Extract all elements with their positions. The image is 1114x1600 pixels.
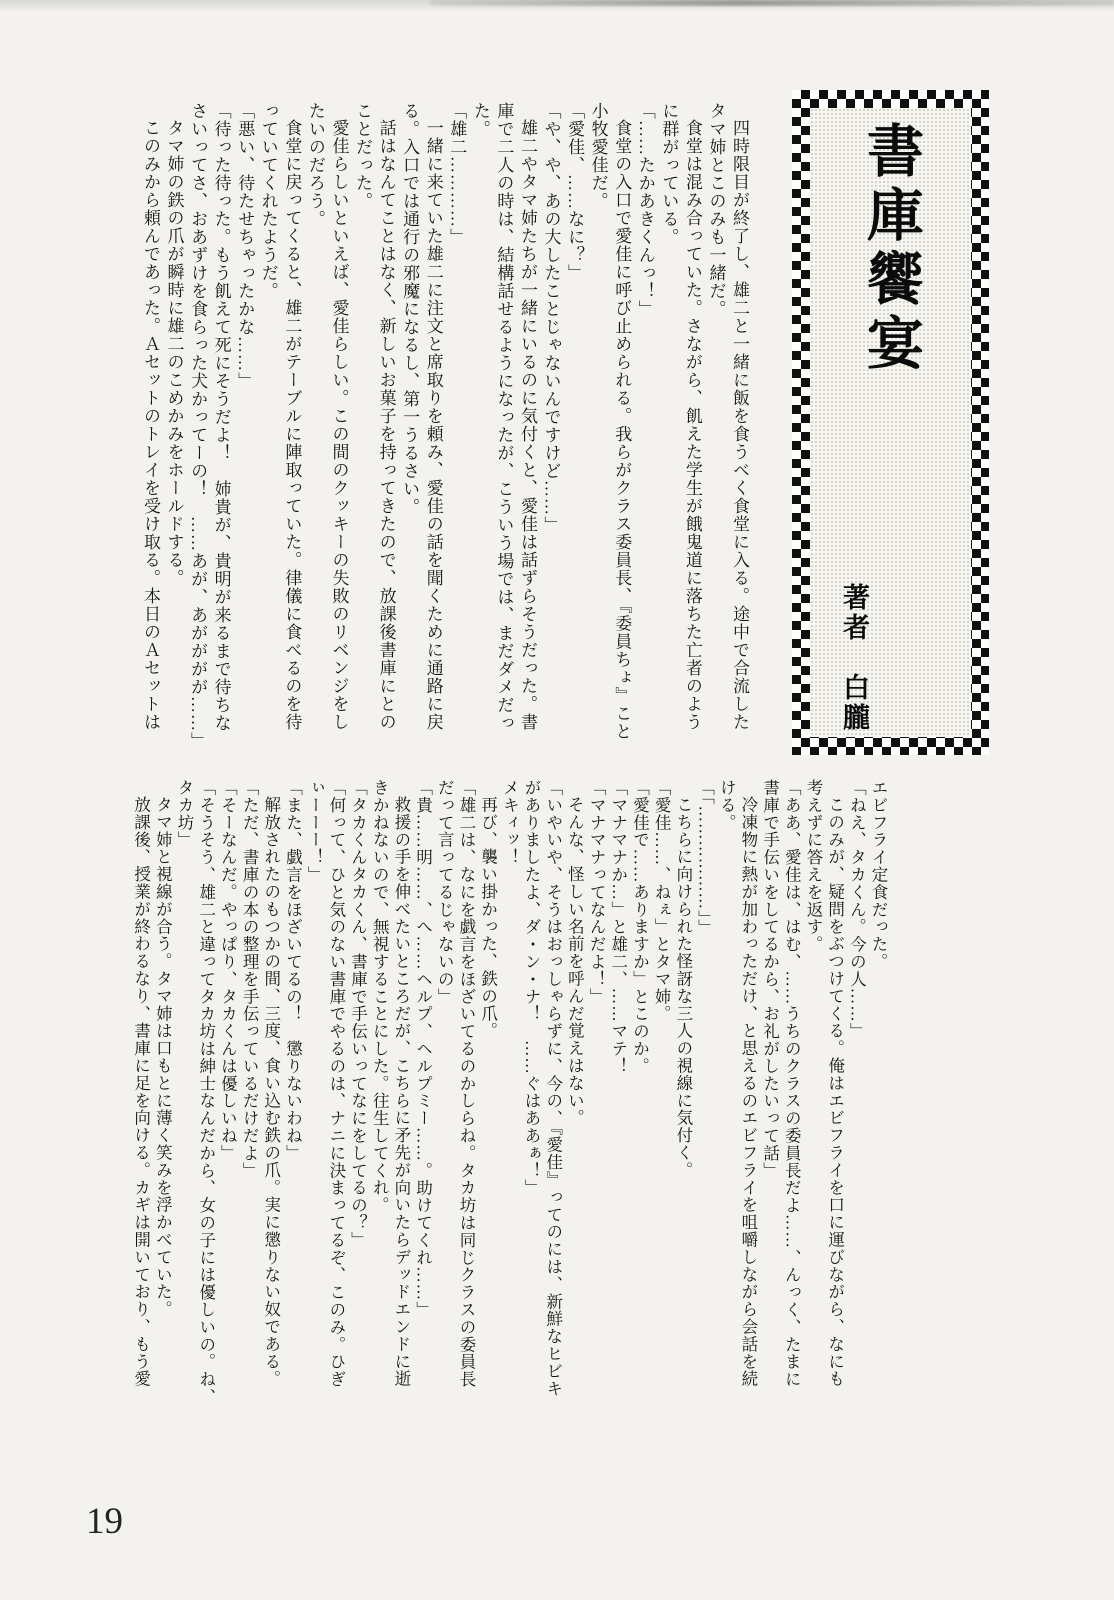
story-column: 雄二やタマ姉たちが一緒にいるのに気付くと、愛佳は話ずらそうだった。書: [517, 119, 537, 731]
story-column: タマ姉とこのみも一緒だ。: [706, 102, 726, 318]
story-column: 考えずに答えを返す。: [803, 779, 823, 953]
story-column: 「や、や、あの大したことじゃないんですけど……」: [541, 102, 561, 534]
story-column: 「いやいや、そうはおっしゃらずに、今の、『愛佳』ってのには、新鮮なヒビキ: [543, 779, 563, 1398]
story-column: 「ねえ、タカくん。今の人……」: [847, 779, 867, 1040]
story-column: 愛佳らしいといえば、愛佳らしい。この間のクッキーの失敗のリベンジをし: [329, 119, 349, 731]
story-column: 「ああ、愛佳は、はむ、……うちのクラスの委員長だよ……、んっく、たまに: [782, 779, 802, 1388]
story-column: そんな、怪しい名前を呼んだ覚えはない。: [565, 795, 585, 1127]
story-column: 冷凍物に熱が加わっただけ、と思えるのエビフライを咀嚼しながら会話を続: [738, 795, 758, 1388]
story-column: タマ姉と視線が合う。タマ姉は口もとに薄く笑みを浮かべていた。: [153, 795, 173, 1318]
story-column: 「タカくんタカくん、書庫で手伝いってなにをしてるの？」: [348, 779, 368, 1249]
story-column: 「悪い、待たせちゃったかな……」: [235, 102, 255, 390]
story-column: 「何って、ひと気のない書庫でやるのは、ナニに決まってるぞ、このみ。ひぎ: [326, 779, 346, 1388]
story-column: に群がっている。: [659, 102, 679, 246]
story-column: タマ姉の鉄の爪が瞬時に雄二のこめかみをホールドする。: [164, 119, 184, 587]
story-column: 再び、襲い掛かった、鉄の爪。: [478, 795, 498, 1040]
story-column: 「そうそう、雄二と違ってタカ坊は紳士なんだから、女の子には優しいの。ね、: [196, 779, 216, 1406]
story-column: た。: [470, 102, 490, 138]
title-box-paper: [810, 108, 971, 737]
story-column: こちらに向けられた怪訝な三人の視線に気付く。: [673, 795, 693, 1179]
story-column: タカ坊」: [175, 779, 194, 849]
story-column: メキィッ！: [500, 779, 520, 866]
story-column: 「「………………」」: [695, 779, 715, 937]
story-column: きかねないので、無視することにした。往生してくれ。: [370, 779, 390, 1214]
story-column: 「愛佳、……なに？」: [565, 102, 585, 282]
story-column: ことだった。: [353, 102, 372, 210]
story-column: 「そーなんだ。やっぱり、タカくんは優しいね」: [218, 779, 238, 1162]
story-column: ける。: [717, 779, 737, 832]
story-title: 書庫饗宴: [857, 121, 924, 377]
story-column: 書庫で手伝いをしてるから、お礼がしたいって話」: [760, 779, 780, 1180]
story-column: る。入口では通行の邪魔になるし、第一うるさい。: [400, 102, 420, 516]
story-top-band: [138, 102, 751, 762]
page-number: 19: [86, 1501, 123, 1542]
story-column: 食堂に戻ってくると、雄二がテーブルに陣取っていた。律儀に食べるのを待: [282, 119, 302, 731]
story-column: たいのだろう。: [305, 102, 325, 228]
story-column: っていてくれたようだ。: [258, 102, 278, 300]
story-author: 著者 白朧: [838, 583, 869, 733]
story-column: さいってさ、おあずけを食らった犬かってーの！ ……あが、あがががが……」: [188, 102, 208, 750]
scan-noise-strip: [0, 0, 1114, 12]
story-column: 「雄二は、なにを戯言をほざいてるのかしらね。タカ坊は同じクラスの委員長: [456, 779, 476, 1388]
story-column: 解放されたのもつかの間、三度、食い込む鉄の爪。実に懲りない奴である。: [261, 795, 281, 1388]
story-column: だって言ってるじゃないの」: [435, 779, 455, 1006]
story-column: 「貴……明……、へ……ヘルプ、ヘルプミー……。助けてくれ……」: [413, 779, 433, 1319]
story-column: このみが、疑問をぶつけてくる。俺はエビフライを口に運びながら、なにも: [825, 795, 845, 1388]
story-column: 「……たかあきくんっ！」: [635, 102, 655, 318]
story-column: 「雄二…………」: [447, 102, 467, 246]
story-column: 庫で二人の時は、結構話せるようになったが、こういう場では、まだダメだっ: [494, 102, 514, 732]
story-column: 「マナマナってなんだよ！」: [587, 779, 607, 1006]
story-column: がありましたよ、ダ・ン・ナ！ ……ぐはああぁ！」: [522, 779, 541, 1197]
scan-smudge: [430, 0, 1114, 6]
story-column: 「マナマナか…」と雄二、……マテ！: [608, 779, 628, 1075]
story-column: 食堂は混み合っていた。さながら、飢えた学生が餓鬼道に落ちた亡者のよう: [682, 119, 702, 731]
story-column: 「また、戯言をほざいてるの！ 懲りないわね」: [283, 779, 303, 1162]
story-column: 話はなんてことはなく、新しいお菓子を持ってきたので、放課後書庫にとの: [376, 119, 396, 731]
story-column: 四時限目が終了し、雄二と一緒に飯を食うべく食堂に入る。途中で合流した: [730, 119, 749, 731]
title-box: [792, 90, 989, 755]
story-column: 「ただ、書庫の本の整理を手伝っているだけだよ」: [240, 779, 260, 1180]
story-column: 救援の手を伸べたいところだが、こちらに矛先が向いたらデッドエンドに逝: [391, 795, 411, 1388]
story-column: このみから頼んであった。Ａセットのトレイを受け取る。本日のＡセットは: [140, 119, 160, 731]
story-bottom-band: [130, 779, 889, 1455]
story-column: 「愛佳……、ねぇ」とタマ姉。: [652, 779, 672, 1023]
story-column: 一緒に来ていた雄二に注文と席取りを頼み、愛佳の話を聞くために通路に戻: [423, 119, 443, 731]
story-column: エビフライ定食だった。: [869, 779, 888, 971]
story-column: 「待った待った。もう飢えて死にそうだよ！ 姉貴が、貴明が来るまで待ちな: [211, 102, 231, 732]
story-column: 小牧愛佳だ。: [588, 102, 608, 210]
story-column: 食堂の入口で愛佳に呼び止められる。我らがクラス委員長、『委員ちょ』こと: [612, 119, 632, 741]
story-column: ぃーーー！」: [305, 779, 325, 884]
story-column: 放課後、授業が終わるなり、書庫に足を向ける。カギは開いており、もう愛: [131, 795, 151, 1388]
story-column: 「愛佳で……ありますか」とこのか。: [630, 779, 650, 1075]
